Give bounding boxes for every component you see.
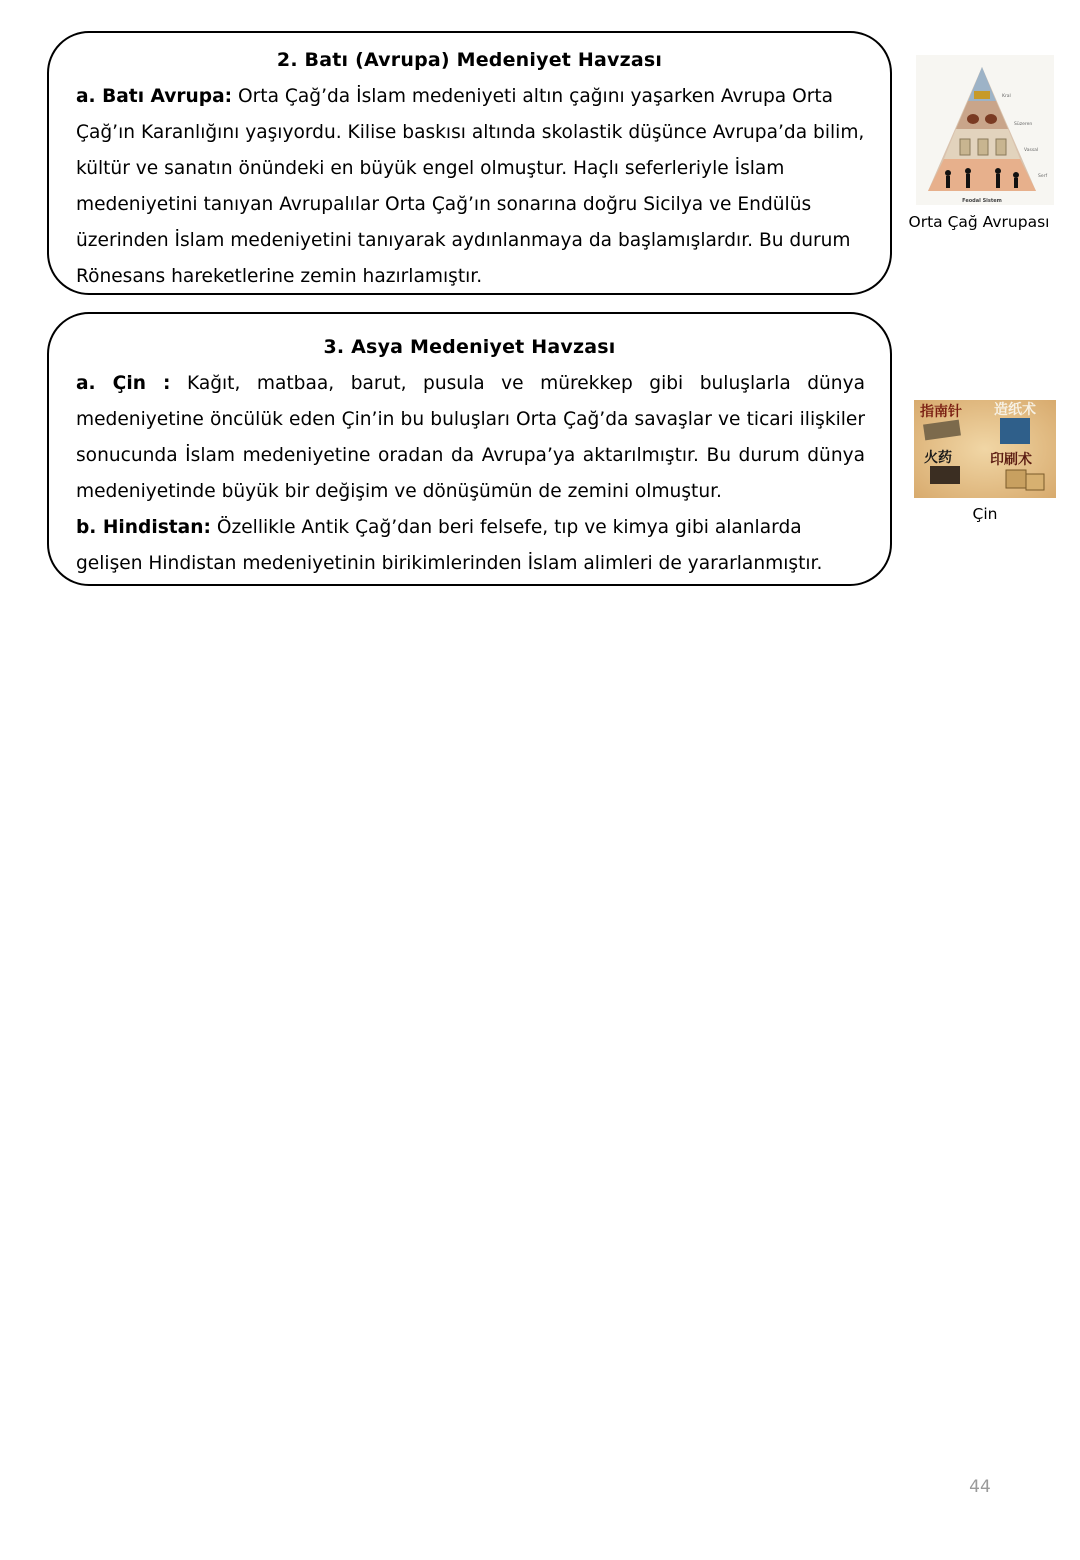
section-asia-body <box>76 366 865 582</box>
suzerain-figure-icon <box>967 114 979 124</box>
serf-silhouette-icon <box>996 174 1000 188</box>
serf-silhouette-icon <box>995 168 1001 174</box>
section-west-body <box>76 79 865 295</box>
crown-icon <box>974 91 990 99</box>
feudal-pyramid-image <box>916 55 1054 205</box>
serf-silhouette-icon <box>966 174 970 188</box>
china-label-compass: 指南针 <box>920 404 962 420</box>
serf-silhouette-icon <box>965 168 971 174</box>
vassal-window-icon <box>978 139 988 155</box>
section-west-box <box>47 31 892 295</box>
section-asia-box <box>47 312 892 586</box>
pyramid-footer: Feodal Sistem <box>962 198 1002 204</box>
pyramid-tier-serf <box>928 159 1036 191</box>
china-inventions-image <box>914 400 1056 498</box>
section-asia-title: 3. Asya Medeniyet Havzası <box>323 336 616 358</box>
vassal-window-icon <box>960 139 970 155</box>
pyramid-label-serf: Serf <box>1038 174 1048 179</box>
india-text: Özellikle Antik Çağ’dan beri felsefe, tıp ve kimya gibi alanlarda gelişen Hindistan medeniyetinin birikimlerinden İslam alimleri de yararlanmıştır. <box>76 517 823 574</box>
india-lead: b. Hindistan: <box>76 517 211 538</box>
china-label-printing: 印刷术 <box>990 452 1032 468</box>
printing-block-icon <box>1006 470 1026 488</box>
china-caption: Çin <box>972 505 998 523</box>
india-paragraph <box>76 510 865 582</box>
paper-book-icon <box>1000 418 1030 444</box>
vassal-window-icon <box>996 139 1006 155</box>
section-west-title: 2. Batı (Avrupa) Medeniyet Havzası <box>276 49 663 71</box>
pyramid-label-king: Kral <box>1002 94 1011 99</box>
west-europe-text: Orta Çağ’da İslam medeniyeti altın çağını yaşarken Avrupa Orta Çağ’ın Karanlığını yaşıyordu. Kilise baskısı altında skolastik düşünce Avrupa’da bilim, kültür ve sanatın önündeki en büyük engel olmuştur. Haçlı seferleriyle İslam medeniyetini tanıyan Avrupalılar Orta Çağ’ın sonarına doğru Sicilya ve Endülüs üzerinden İslam medeniyetini tanıyarak aydınlanmaya da başlamışlardır. Bu durum Rönesans hareketlerine zemin hazırlamıştır. <box>76 86 865 287</box>
pyramid-label-suzerain: Süzeren <box>1014 122 1033 127</box>
serf-silhouette-icon <box>1014 178 1018 188</box>
serf-silhouette-icon <box>1013 172 1019 178</box>
page-number: 44 <box>969 1477 991 1497</box>
china-lead: a. Çin : <box>76 373 171 394</box>
west-europe-lead: a. Batı Avrupa: <box>76 86 233 107</box>
pyramid-label-vassal: Vassal <box>1024 148 1039 153</box>
suzerain-figure-icon <box>985 114 997 124</box>
printing-block-icon <box>1026 474 1044 490</box>
china-paragraph <box>76 366 865 510</box>
serf-silhouette-icon <box>945 170 951 176</box>
china-label-gunpowder: 火药 <box>924 450 952 466</box>
china-text: Kağıt, matbaa, barut, pusula ve mürekkep gibi buluşlarla dünya medeniyetine öncülük eden Çin’in bu buluşları Orta Çağ’da savaşlar ve ticari ilişkiler sonucunda İslam medeniyetine oradan da Avrupa’ya aktarılmıştır. Bu durum dünya medeniyetinde büyük bir değişim ve dönüşümün de zemini olmuştur. <box>76 373 865 502</box>
china-label-paper: 造纸术 <box>994 402 1036 418</box>
feudal-caption: Orta Çağ Avrupası <box>908 213 1050 231</box>
serf-silhouette-icon <box>946 176 950 188</box>
gunpowder-icon <box>930 466 960 484</box>
